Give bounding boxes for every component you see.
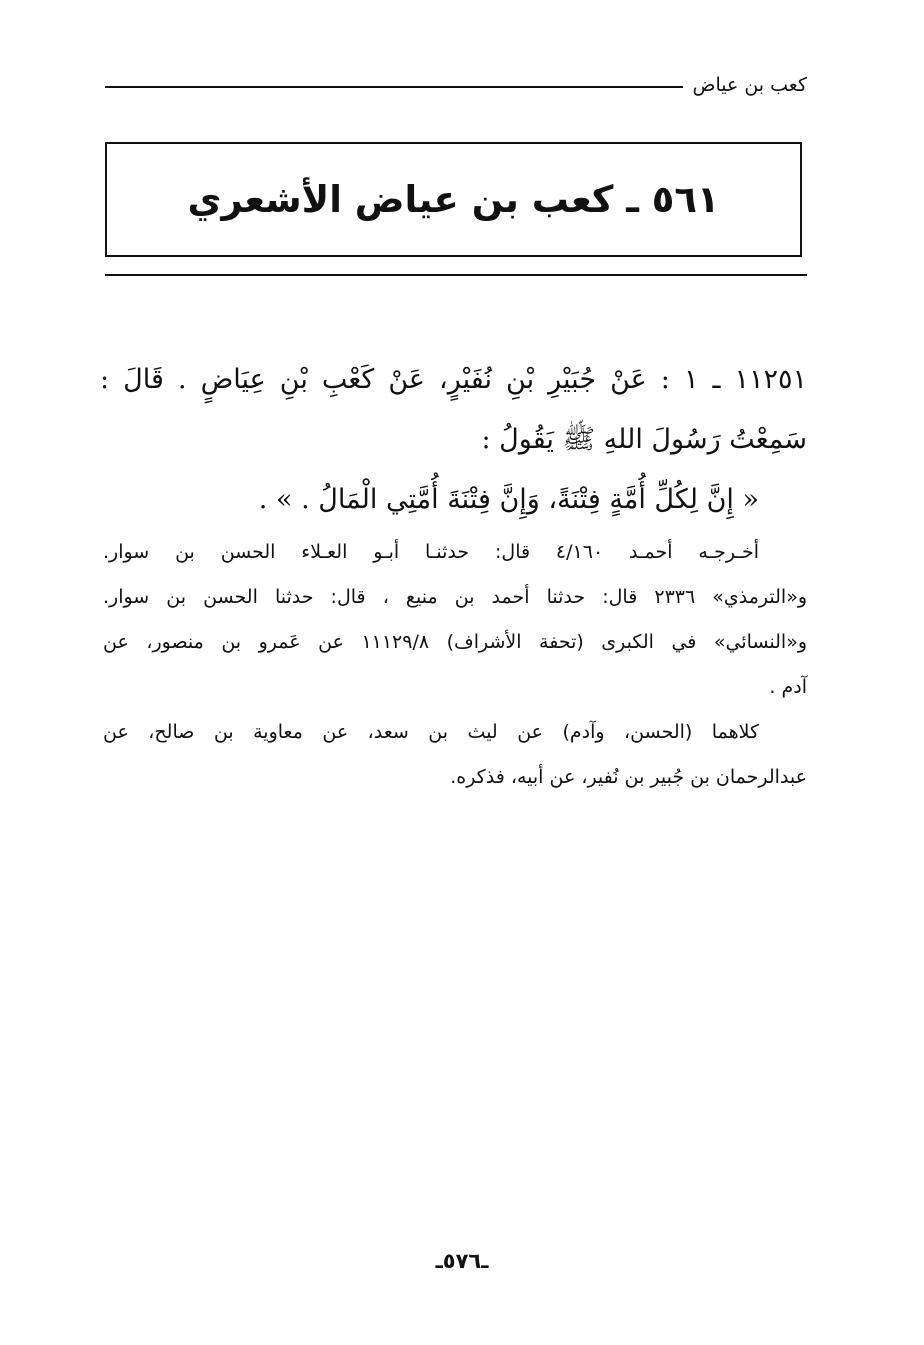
entry-title: ٥٦١ ـ كعب بن عياض الأشعري [187,178,720,221]
hadith-text [100,350,807,530]
takhrij-line: و«الترمذي» ٢٣٣٦ قال: حدثنا أحمد بن منيع ، قال: حدثنا الحسن بن سوار. [103,586,807,608]
hadith-line-intro: سَمِعْتُ رَسُولَ اللهِ ﷺ يَقُولُ : [481,424,807,455]
takhrij-line: آدم . [769,676,807,698]
takhrij-line: عبدالرحمان بن جُبير بن نُفير، عن أبيه، فذكره. [450,766,807,788]
takhrij-line: و«النسائي» في الكبرى (تحفة الأشراف) ١١١٢٩/٨ عن عَمرو بن منصور، عن [103,631,807,653]
takhrij-line: أخـرجـه أحمـد ٤/١٦٠ قال: حدثنـا أبـو العـلاء الحسن بن سوار. [103,541,759,563]
entry-title-box [105,142,802,257]
running-header [105,70,807,106]
page-number: ـ٥٧٦ـ [435,1249,489,1273]
running-header-title: كعب بن عياض [692,74,807,96]
hadith-line-isnad: ١١٢٥١ ـ ١ : عَنْ جُبَيْرِ بْنِ نُفَيْرٍ، عَنْ كَعْبِ بْنِ عِيَاضٍ . قَالَ : [100,364,807,395]
hadith-line-matn: « إِنَّ لِكُلِّ أُمَّةٍ فِتْنَةً، وَإِنَّ فِتْنَةَ أُمَّتِي الْمَالُ . » . [258,484,759,515]
takhrij-line: كلاهما (الحسن، وآدم) عن ليث بن سعد، عن معاوية بن صالح، عن [103,721,759,743]
takhrij-notes [103,530,807,800]
title-divider [105,274,807,276]
header-rule [105,86,683,88]
